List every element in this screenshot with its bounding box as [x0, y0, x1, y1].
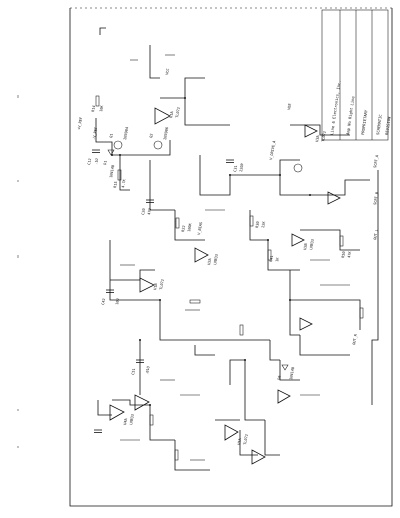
net-label: OUT_L	[373, 228, 379, 241]
opamp-u1a	[155, 108, 170, 124]
value-label: 22K	[261, 221, 267, 229]
net-label: -V_REF	[92, 126, 99, 141]
ref-label: Q1	[109, 133, 114, 139]
ref-label: R15	[113, 181, 119, 189]
ref-label: U1B	[153, 283, 159, 291]
value-label: TL072	[159, 278, 165, 291]
resistor-r22	[176, 218, 179, 228]
opamp-u6b	[300, 318, 312, 330]
ref-label: D1	[103, 160, 108, 166]
transistor-q3	[294, 164, 302, 172]
ref-label: C51	[131, 368, 137, 376]
resistor-r15	[118, 170, 121, 180]
resistor-r52	[240, 325, 243, 335]
value-label: 10K	[99, 105, 105, 113]
value-label: TL072	[175, 106, 181, 119]
value-label: .1U	[94, 158, 100, 166]
title-line-4: SCHEMATIC	[375, 114, 383, 136]
value-label: 47K	[347, 251, 353, 259]
ref-label: R41	[269, 255, 275, 263]
opamp-u1b	[140, 278, 154, 292]
title-line-3: PROPRIETARY	[360, 109, 369, 136]
ref-label: C12	[87, 158, 93, 166]
ref-label: U2B	[303, 243, 309, 251]
ref-label: C42	[101, 298, 107, 306]
resistor-r30	[250, 216, 253, 226]
ref-label: U1A	[169, 111, 175, 119]
net-label: SCRT_A	[373, 154, 380, 169]
opamp-u5a	[225, 425, 238, 440]
resistor-r54	[175, 450, 178, 460]
net-label: SCRT_B	[373, 191, 380, 206]
opamp-u3b	[328, 192, 340, 204]
value-label: 2N3906	[163, 126, 170, 141]
ref-label: R50	[341, 251, 347, 259]
opamp-u6a	[278, 390, 290, 403]
title-line-5: REVISION	[384, 116, 392, 136]
value-label: LM833	[213, 253, 219, 266]
value-label: 1N4148	[289, 366, 296, 381]
value-label: TL072	[321, 130, 327, 143]
ref-label: Q2	[149, 133, 154, 139]
ref-label: U3A	[315, 135, 321, 143]
ref-label: U4A	[123, 418, 129, 426]
resistor-r14	[96, 96, 99, 106]
value-label: LM833	[309, 238, 315, 251]
opamp-u2b	[292, 234, 304, 246]
diode-d6	[282, 365, 288, 370]
net-label: OUT_R	[352, 333, 358, 346]
capacitor-c52	[94, 430, 102, 433]
ref-label: C31	[233, 165, 239, 173]
value-label: 2N3904	[123, 126, 130, 141]
title-line-1: Line 6 Electronics, Inc.	[329, 80, 342, 136]
value-label: 4.7K	[121, 178, 127, 189]
value-label: 220P	[239, 162, 245, 173]
value-label: LM833	[129, 413, 135, 426]
value-label: .01U	[145, 365, 151, 376]
net-label: VCC	[165, 68, 171, 76]
left-margin-marks	[17, 95, 19, 447]
transistor-q1	[114, 141, 122, 149]
net-label: +V_REF	[77, 116, 84, 131]
resistor-r53	[150, 415, 153, 425]
ref-label: R30	[255, 221, 261, 229]
opamp-u5b	[252, 450, 265, 464]
transistor-q2	[154, 141, 162, 149]
ref-label: U2A	[207, 258, 213, 266]
value-label: 1K	[275, 257, 280, 263]
net-label: V_DRIVE_A	[269, 140, 277, 161]
capacitor-c12	[92, 150, 100, 153]
capacitor-symbols	[92, 150, 234, 433]
value-label: 47U	[147, 208, 153, 216]
ref-label: R22	[181, 225, 187, 233]
diode-d1	[108, 150, 114, 155]
title-line-2: Amp No Right Line	[345, 95, 356, 136]
opamp-u4b	[135, 395, 149, 410]
value-label: 1N4148	[109, 164, 116, 179]
value-label: TL072	[243, 433, 249, 446]
ref-label: U5A	[237, 438, 243, 446]
value-label: 10U	[115, 298, 121, 306]
ref-label: R14	[91, 105, 97, 113]
net-label: V_BIAS	[197, 221, 204, 236]
resistor-r55	[360, 308, 363, 318]
opamp-symbols	[110, 108, 340, 464]
resistor-r51	[190, 300, 200, 303]
opamp-u2a	[195, 248, 208, 262]
capacitor-c31	[226, 160, 234, 163]
net-label: VEE	[287, 103, 293, 111]
ref-label: C20	[141, 208, 147, 216]
opamp-u4a	[110, 405, 124, 420]
value-label: 100K	[187, 222, 193, 233]
resistor-r50	[340, 236, 343, 246]
ref-label: D6	[277, 375, 282, 381]
title-block	[321, 10, 392, 143]
